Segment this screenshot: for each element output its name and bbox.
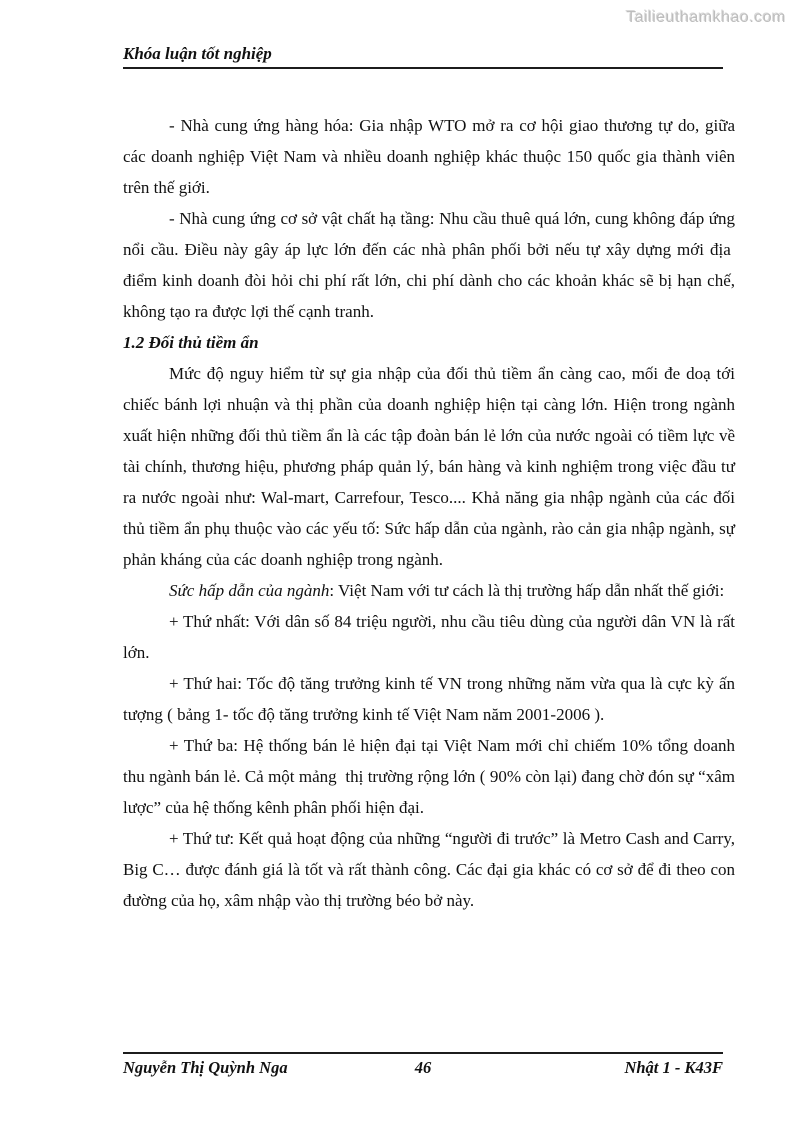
- paragraph-point-first: + Thứ nhất: Với dân số 84 triệu người, nhu cầu tiêu dùng của người dân VN là rất lớn.: [123, 612, 735, 662]
- paragraph-supplier-goods: - Nhà cung ứng hàng hóa: Gia nhập WTO mở ra cơ hội giao thương tự do, giữa các doanh nghiệp Việt Nam và nhiều doanh nghiệp khác thuộc 150 quốc gia thành viên trên thế giới.: [123, 116, 735, 197]
- footer-page-number: 46: [414, 1058, 432, 1077]
- paragraph-industry-attractiveness-rest: : Việt Nam với tư cách là thị trường hấp dẫn nhất thế giới:: [329, 581, 725, 600]
- page-footer: [123, 1052, 723, 1078]
- site-watermark: Tailieuthamkhao.com: [626, 9, 786, 26]
- paragraph-point-fourth: + Thứ tư: Kết quả hoạt động của những “người đi trước” là Metro Cash and Carry, Big C… được đánh giá là tốt và rất thành công. Các đại gia khác có cơ sở để đi theo con đường của họ, xâm nhập vào thị trường béo bở này.: [123, 829, 735, 910]
- paragraph-point-second: + Thứ hai: Tốc độ tăng trưởng kinh tế VN trong những năm vừa qua là cực kỳ ấn tượng ( bảng 1- tốc độ tăng trưởng kinh tế Việt Nam năm 2001-2006 ).: [123, 674, 735, 724]
- paragraph-supplier-infrastructure: - Nhà cung ứng cơ sở vật chất hạ tầng: Nhu cầu thuê quá lớn, cung không đáp ứng nổi cầu. Điều này gây áp lực lớn đến các nhà phân phối bởi nếu tự xây dựng mới địa điểm kinh doanh đòi hỏi chi phí rất lớn, chi phí dành cho các khoản khác sẽ bị hạn chế, không tạo ra được lợi thế cạnh tranh.: [123, 209, 735, 321]
- footer-author: Nguyễn Thị Quỳnh Nga: [123, 1058, 288, 1077]
- paragraph-industry-attractiveness: [123, 575, 735, 606]
- paragraph-point-third: + Thứ ba: Hệ thống bán lẻ hiện đại tại Việt Nam mới chỉ chiếm 10% tổng doanh thu ngành bán lẻ. Cả một mảng thị trường rộng lớn ( 90% còn lại) đang chờ đón sự “xâm lược” của hệ thống kênh phân phối hiện đại.: [123, 736, 735, 817]
- footer-class-code: Nhật 1 - K43F: [624, 1058, 723, 1077]
- section-heading-potential-competitors: 1.2 Đối thủ tiềm ẩn: [123, 333, 259, 352]
- paragraph-entry-threat: Mức độ nguy hiểm từ sự gia nhập của đối thủ tiềm ẩn càng cao, mối đe doạ tới chiếc bánh lợi nhuận và thị phần của doanh nghiệp hiện tại càng lớn. Hiện trong ngành xuất hiện những đối thủ tiềm ẩn là các tập đoàn bán lẻ lớn của nước ngoài có tiềm lực về tài chính, thương hiệu, phương pháp quản lý, bán hàng và kinh nghiệm trong việc đầu tư ra nước ngoài như: Wal-mart, Carrefour, Tesco.... Khả năng gia nhập ngành của các đối thủ tiềm ẩn phụ thuộc vào các yếu tố: Sức hấp dẫn của ngành, rào cản gia nhập ngành, sự phản kháng của các doanh nghiệp trong ngành.: [123, 364, 735, 569]
- italic-lead-text: Sức hấp dẫn của ngành: [169, 581, 330, 600]
- document-body: [123, 110, 735, 916]
- header-title: Khóa luận tốt nghiệp: [123, 44, 272, 63]
- page-header: [123, 44, 723, 69]
